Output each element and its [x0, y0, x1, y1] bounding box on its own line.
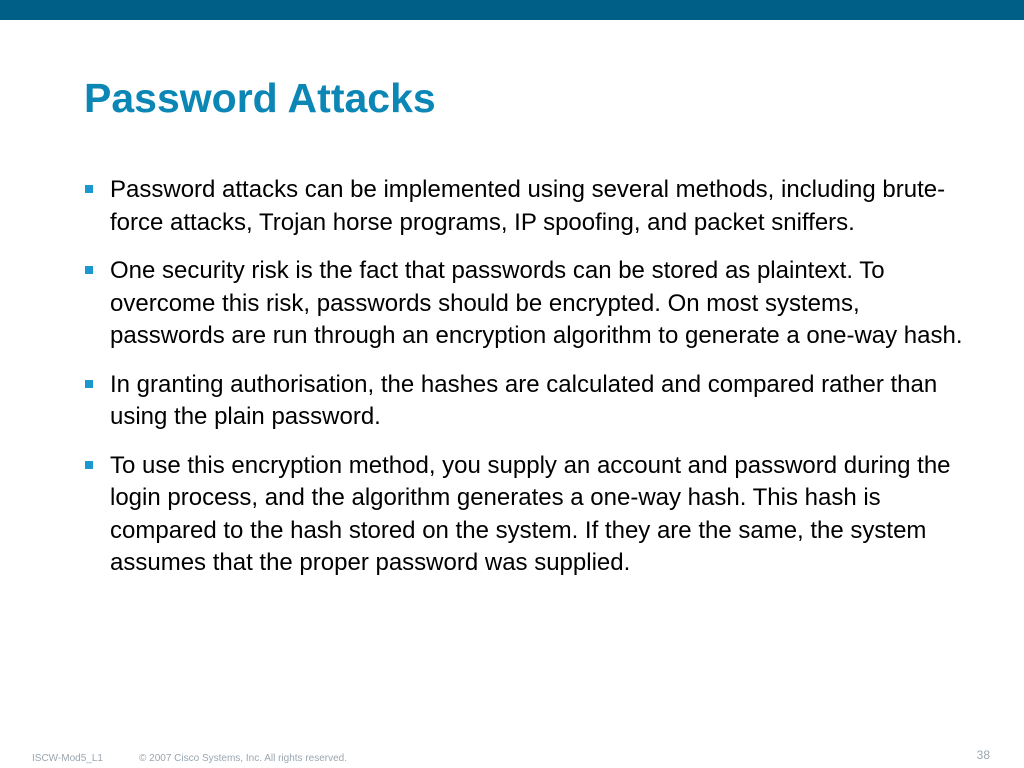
bullet-item	[84, 369, 964, 434]
footer-course-code: ISCW-Mod5_L1	[32, 753, 103, 764]
square-bullet-icon	[85, 380, 93, 388]
footer-page-number: 38	[976, 748, 990, 762]
bullet-item	[84, 450, 964, 580]
bullet-text: In granting authorisation, the hashes are calculated and compared rather than using the plain password.	[110, 370, 938, 430]
square-bullet-icon	[85, 461, 93, 469]
bullet-text: Password attacks can be implemented using several methods, including brute-force attacks, Trojan horse programs, IP spoofing, and packet sniffers.	[110, 176, 946, 236]
slide-title: Password Attacks	[84, 75, 436, 121]
square-bullet-icon	[85, 185, 93, 193]
top-banner-bar	[0, 0, 1024, 20]
bullet-list	[84, 174, 964, 596]
bullet-text: To use this encryption method, you supply an account and password during the login process, and the algorithm generates a one-way hash. This hash is compared to the hash stored on the system. If they are the same, the system assumes that the proper password was supplied.	[110, 451, 951, 576]
square-bullet-icon	[85, 266, 93, 274]
footer-copyright: © 2007 Cisco Systems, Inc. All rights reserved.	[139, 753, 348, 764]
bullet-item	[84, 255, 964, 353]
bullet-item	[84, 174, 964, 239]
bullet-text: One security risk is the fact that passwords can be stored as plaintext. To overcome this risk, passwords should be encrypted. On most systems, passwords are run through an encryption algorithm to generate a one-way hash.	[110, 257, 963, 349]
